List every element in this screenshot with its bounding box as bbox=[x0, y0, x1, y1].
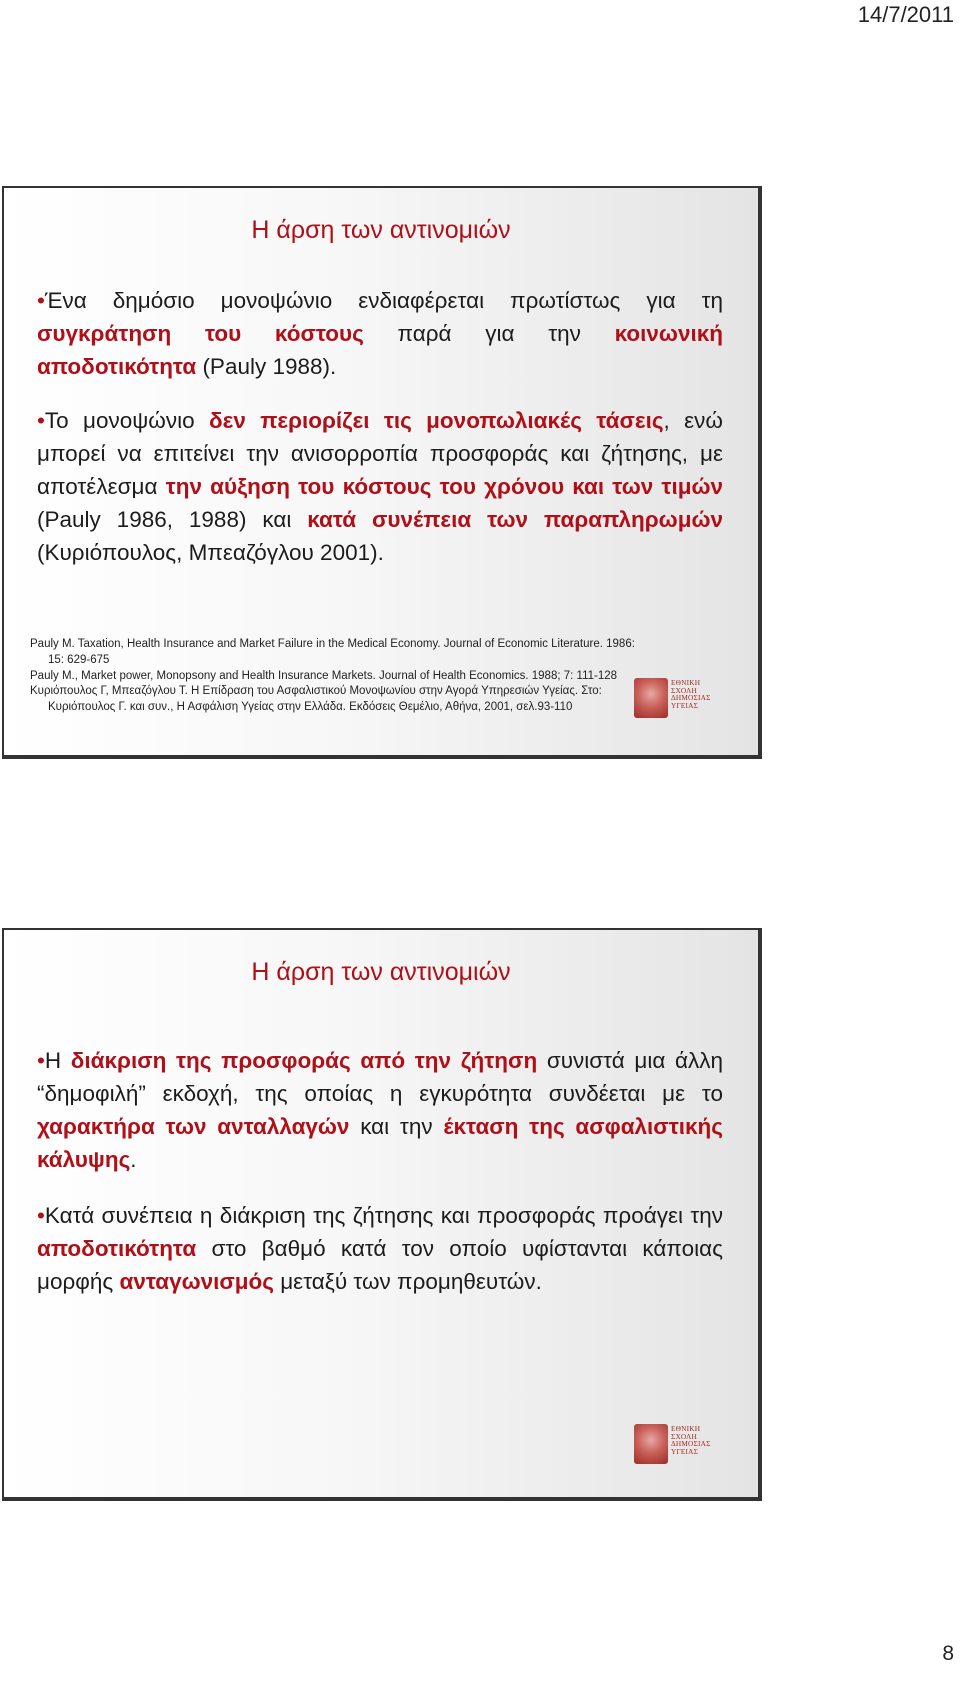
text-run: στο βαθμό κατά τον οποίο υφίστανται κάποιας μορφής bbox=[37, 1236, 723, 1294]
text-run: Κατά συνέπεια η διάκριση της ζήτησης και προσφοράς προάγει την bbox=[44, 1203, 723, 1228]
slide-2 bbox=[2, 928, 762, 1501]
highlight-text: κατά συνέπεια των παραπληρωμών bbox=[307, 507, 723, 532]
page-date: 14/7/2011 bbox=[857, 2, 954, 27]
logo-portrait-icon bbox=[634, 1424, 668, 1464]
text-run: , ενώ μπορεί να επιτείνει την ανισορροπία προσφοράς και ζήτησης, με αποτέλεσμα bbox=[37, 408, 723, 499]
bullet-paragraph bbox=[37, 404, 723, 569]
text-run: παρά για την bbox=[363, 321, 615, 346]
highlight-text: έκταση της ασφαλιστικής κάλυψης bbox=[37, 1114, 723, 1172]
text-run: μεταξύ των προμηθευτών. bbox=[273, 1269, 542, 1294]
bullet-icon: • bbox=[37, 1203, 45, 1228]
slide-title: Η άρση των αντινομιών bbox=[251, 216, 511, 244]
logo-text: ΕΘΝΙΚΗ ΣΧΟΛΗ ΔΗΜΟΣΙΑΣ ΥΓΕΙΑΣ bbox=[671, 678, 711, 710]
slide-title: Η άρση των αντινομιών bbox=[251, 958, 511, 986]
reference-line: Pauly M., Market power, Monopsony and Health Insurance Markets. Journal of Health Economics. 1988; 7: 111-128 bbox=[30, 669, 618, 682]
references bbox=[30, 637, 720, 716]
reference-line: Pauly M. Taxation, Health Insurance and Market Failure in the Medical Economy. Journal of Economic Literature. 1986: bbox=[30, 638, 635, 650]
text-run: (Pauly 1986, 1988) και bbox=[37, 507, 308, 532]
page-number: 8 bbox=[942, 1642, 954, 1665]
text-run: και την bbox=[349, 1114, 444, 1139]
bullet-icon: • bbox=[37, 1048, 45, 1073]
highlight-text: διάκριση της προσφοράς από την ζήτηση bbox=[70, 1048, 538, 1073]
highlight-text: δεν περιορίζει τις μονοπωλιακές τάσεις bbox=[209, 408, 664, 433]
highlight-text: συγκράτηση του κόστους bbox=[37, 321, 364, 346]
highlight-text: την αύξηση του κόστους του χρόνου και των τιμών bbox=[165, 474, 724, 499]
text-run: Το μονοψώνιο bbox=[44, 408, 209, 433]
reference-line: Κυριόπουλος Γ, Μπεαζόγλου Τ. Η Επίδραση του Ασφαλιστικού Μονοψωνίου στην Αγορά Υπηρεσιών Υγείας. Στο: bbox=[30, 685, 602, 698]
bullet-paragraph bbox=[37, 1044, 723, 1176]
text-run: . bbox=[130, 1147, 137, 1172]
highlight-text: αποδοτικότητα bbox=[37, 1236, 197, 1261]
bullet-icon: • bbox=[37, 408, 45, 433]
text-run: Η bbox=[44, 1048, 71, 1073]
text-run: Ένα δημόσιο μονοψώνιο ενδιαφέρεται πρωτίστως για τη bbox=[44, 288, 723, 313]
text-run: (Κυριόπουλος, Μπεαζόγλου 2001). bbox=[37, 540, 384, 565]
highlight-text: ανταγωνισμός bbox=[119, 1269, 274, 1294]
bullet-paragraph bbox=[37, 284, 723, 383]
logo-text: ΕΘΝΙΚΗ ΣΧΟΛΗ ΔΗΜΟΣΙΑΣ ΥΓΕΙΑΣ bbox=[671, 1424, 711, 1456]
highlight-text: κοινωνική αποδοτικότητα bbox=[37, 321, 723, 379]
school-logo bbox=[634, 1424, 718, 1464]
text-run: (Pauly 1988). bbox=[196, 354, 337, 379]
text-run: συνιστά μια άλλη “δημοφιλή” εκδοχή, της οποίας η εγκυρότητα συνδέεται με το bbox=[37, 1048, 724, 1106]
school-logo bbox=[634, 678, 718, 718]
highlight-text: χαρακτήρα των ανταλλαγών bbox=[37, 1114, 350, 1139]
bullet-icon: • bbox=[37, 288, 45, 313]
logo-portrait-icon bbox=[634, 678, 668, 718]
bullet-paragraph bbox=[37, 1199, 723, 1298]
slide-1 bbox=[2, 186, 762, 759]
reference-line: 15: 629-675 bbox=[48, 653, 110, 666]
reference-line: Κυριόπουλος Γ. και συν., Η Ασφάλιση Υγείας στην Ελλάδα. Εκδόσεις Θεμέλιο, Αθήνα, 2001, σελ.93-110 bbox=[48, 701, 573, 714]
